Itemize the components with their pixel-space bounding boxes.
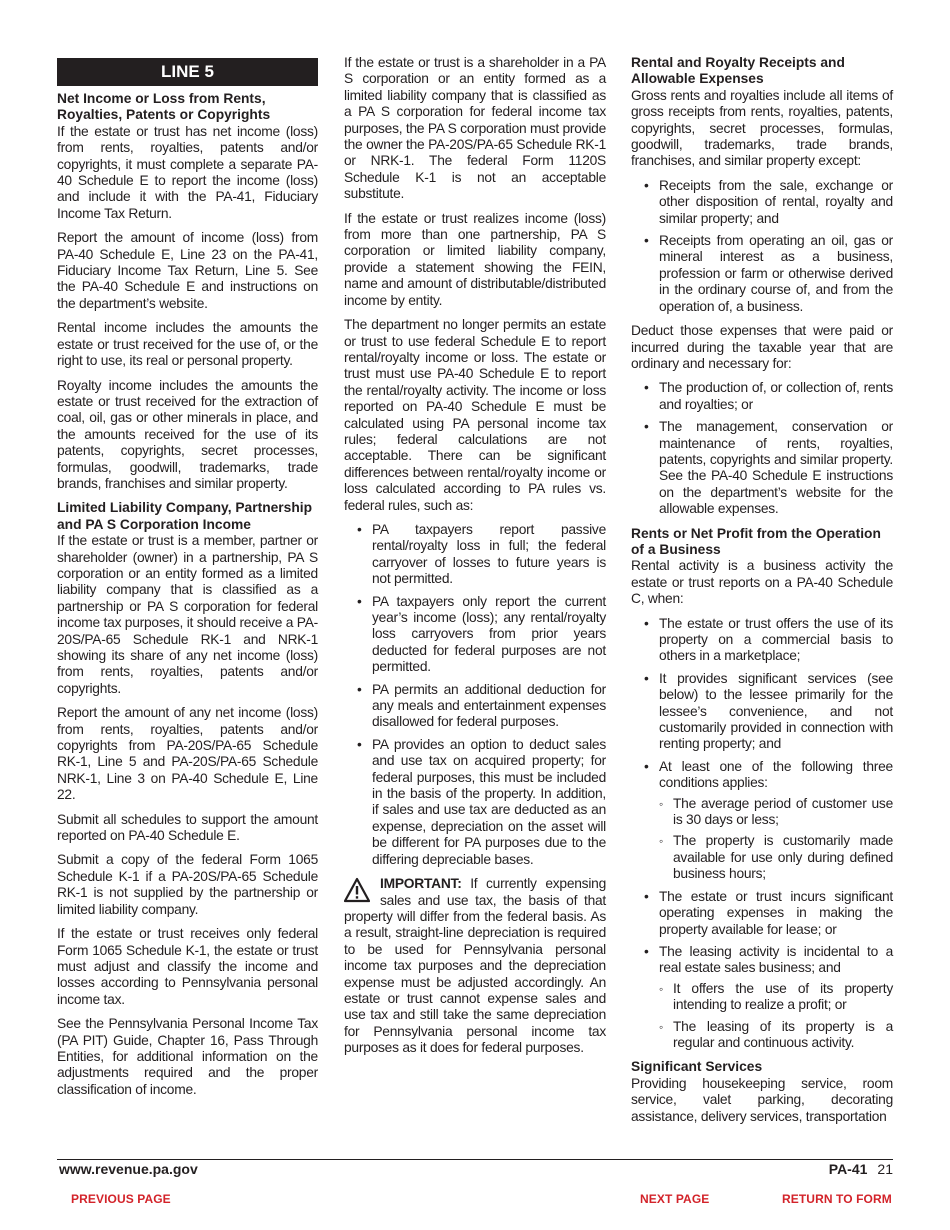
sub-list-item: ◦ The average period of customer use is 30 days or less;: [659, 796, 893, 829]
important-text: If currently expensing sales and use tax, the basis of that property will differ from the federal basis. As a result, straight-line depreciation is required to be used for Pennsylvania personal income tax purposes and the depreciation expense must be adjusted accordingly. An estate or trust cannot expense sales and use tax and still take the same depreciation for Pennsylvania personal income tax purposes as it does for federal purposes.: [344, 876, 606, 1056]
paragraph: The department no longer permits an estate or trust to use federal Schedule E to report rental/royalty income or loss. The estate or trust must use PA-40 Schedule E to report the rental/royalty activity. The income or loss reported on PA-40 Schedule E must be calculated using PA personal income tax rules; federal calculations are not acceptable. There can be significant differences between rental/royalty income or loss calculated according to PA rules vs. federal rules, such as:: [344, 317, 606, 513]
sub-conditions-list: [659, 796, 893, 883]
list-item: • PA provides an option to deduct sales and use tax on acquired property; for federal purposes, this must be included in the basis of the property. In addition, if sales and use tax are deducted as an expense, depreciation on the asset will be different for PA purposes due to the differing depreciable bases.: [344, 737, 606, 868]
paragraph: Gross rents and royalties include all items of gross receipts from rents, royalties, patents, copyrights, secret processes, formulas, goodwill, trademarks, trade brands, franchises, and similar property except:: [631, 87, 893, 169]
list-item: • The management, conservation or maintenance of rents, royalties, patents, copyrights and similar property. See the PA-40 Schedule E instructions on the department’s website for the allowable expenses.: [631, 419, 893, 517]
receipts-exceptions-list: [631, 178, 893, 315]
paragraph: Report the amount of any net income (loss) from rents, royalties, patents and/or copyrights from PA-20S/PA-65 Schedule RK-1, Line 5 and PA-20S/PA-65 Schedule NRK-1, Line 3 on PA-40 Schedule E, Line 22.: [57, 705, 318, 803]
paragraph: Report the amount of income (loss) from PA-40 Schedule E, Line 23 on the PA-41, Fiduciary Income Tax Return, Line 5. See the PA-40 Schedule E and instructions on the department’s website.: [57, 230, 318, 311]
form-number: PA-41: [828, 1161, 868, 1177]
list-item: • PA taxpayers report passive rental/royalty loss in full; the federal carryover of losses to future years is not permitted.: [344, 522, 606, 588]
paragraph: If the estate or trust is a member, partner or shareholder (owner) in a partnership, PA S corporation or an entity formed as a limited liability company that is classified as a partnership or PA S corporation for federal income tax purposes, it should receive a PA-20S/PA-65 Schedule RK-1 and NRK-1 showing its share of any net income (loss) from rents, royalties, patents and/or copyrights.: [57, 533, 318, 696]
list-item: • The estate or trust incurs significant operating expenses in making the property available for lease; or: [631, 889, 893, 938]
paragraph: Royalty income includes the amounts the estate or trust received for the extraction of coal, oil, gas or other minerals in place, and the amounts received for the use of its patents, copyrights, secret processes, formulas, goodwill, trademarks, trade brands, franchises and similar property.: [57, 377, 318, 491]
line-5-label: LINE 5: [57, 58, 318, 86]
paragraph: Rental income includes the amounts the estate or trust received for the use of, or the right to use, its real or personal property.: [57, 320, 318, 369]
page-number: 21: [877, 1161, 893, 1177]
schedule-c-conditions-list: [631, 616, 893, 1052]
sub-list-item: ◦ The property is customarily made available for use only during defined business hours;: [659, 833, 893, 882]
heading-rental-royalty-receipts: Rental and Royalty Receipts and Allowable Expenses: [631, 55, 845, 87]
paragraph: See the Pennsylvania Personal Income Tax (PA PIT) Guide, Chapter 16, Pass Through Entities, for additional information on the adjustments required and the proper classification of income.: [57, 1016, 318, 1097]
next-page-link[interactable]: NEXT PAGE: [640, 1192, 710, 1206]
paragraph: If the estate or trust realizes income (loss) from more than one partnership, PA S corporation or limited liability company, provide a statement showing the FEIN, name and amount of distributable/distributed income by entity.: [344, 210, 606, 308]
sub-conditions-list: [659, 981, 893, 1052]
list-item: • The estate or trust offers the use of its property on a commercial basis to others in a marketplace;: [631, 616, 893, 665]
return-to-form-link[interactable]: RETURN TO FORM: [782, 1192, 892, 1206]
warning-icon: [344, 877, 370, 903]
heading-net-income-rents: Net Income or Loss from Rents, Royalties, Patents or Copyrights: [57, 91, 271, 123]
list-item: • Receipts from operating an oil, gas or mineral interest as a business, profession or farm or otherwise derived in the ordinary course of, and from the operation of, a business.: [631, 233, 893, 315]
sub-list-item: ◦ The leasing of its property is a regular and continuous activity.: [659, 1019, 893, 1052]
paragraph: Rental activity is a business activity the estate or trust reports on a PA-40 Schedule C, when:: [631, 558, 893, 607]
footer-website: www.revenue.pa.gov: [59, 1161, 198, 1177]
list-item: • The leasing activity is incidental to a real estate sales business; and ◦ It offers the use of its property intending to realize a profit; or ◦ The leasing of its property is a regular and continuous activity.: [631, 944, 893, 1051]
important-label: IMPORTANT:: [380, 876, 462, 892]
paragraph: Deduct those expenses that were paid or incurred during the taxable year that are ordinary and necessary for:: [631, 323, 893, 371]
paragraph: Submit a copy of the federal Form 1065 Schedule K-1 if a PA-20S/PA-65 Schedule RK-1 is not supplied by the partnership or limited liability company.: [57, 852, 318, 917]
footer-page-info: [829, 1161, 893, 1177]
sub-list-item: ◦ It offers the use of its property intending to realize a profit; or: [659, 981, 893, 1014]
list-item: • PA taxpayers only report the current year’s income (loss); any rental/royalty loss carryovers from prior years deducted for federal purposes are not permitted.: [344, 594, 606, 676]
list-item: • At least one of the following three conditions applies: ◦ The average period of customer use is 30 days or less; ◦ The property is customarily made available for use only during defined business hours;: [631, 759, 893, 883]
pa-rules-list: [344, 522, 606, 868]
paragraph: If the estate or trust is a shareholder in a PA S corporation or an entity formed as a limited liability company that is classified as a PA S corporation for federal income tax purposes, the PA S corporation must provide the owner the PA-20S/PA-65 Schedule RK-1 or NRK-1. The federal Form 1120S Schedule K-1 is not an acceptable substitute.: [344, 55, 607, 202]
column-middle: [344, 55, 606, 1065]
list-item: • Receipts from the sale, exchange or other disposition of rental, royalty and similar property; and: [631, 178, 893, 227]
deductible-expenses-list: [631, 380, 893, 517]
list-item: • PA permits an additional deduction for any meals and entertainment expenses disallowed for federal purposes.: [344, 682, 606, 731]
column-right: [631, 55, 893, 1133]
column-left: [57, 55, 318, 1106]
paragraph: Providing housekeeping service, room service, valet parking, decorating assistance, delivery services, transportation: [631, 1075, 893, 1124]
list-item: • The production of, or collection of, rents and royalties; or: [631, 380, 893, 413]
heading-significant-services: Significant Services: [631, 1059, 763, 1075]
important-note: [344, 876, 606, 1056]
paragraph: If the estate or trust receives only federal Form 1065 Schedule K-1, the estate or trust must adjust and classify the income and losses according to Pennsylvania personal income tax.: [57, 926, 318, 1007]
paragraph: If the estate or trust has net income (loss) from rents, royalties, patents and/or copyrights, it must complete a separate PA-40 Schedule E to report the income (loss) and include it with the PA-41, Fiduciary Income Tax Return.: [57, 123, 318, 221]
previous-page-link[interactable]: PREVIOUS PAGE: [71, 1192, 171, 1206]
footer-divider: [57, 1159, 893, 1160]
paragraph: Submit all schedules to support the amount reported on PA-40 Schedule E.: [57, 811, 318, 844]
list-item: • It provides significant services (see below) to the lessee primarily for the lessee’s convenience, and not customarily provided in connection with renting property; and: [631, 671, 893, 753]
heading-llc-partnership-income: Limited Liability Company, Partnership and PA S Corporation Income: [57, 500, 313, 532]
heading-rents-net-profit: Rents or Net Profit from the Operation of a Business: [631, 525, 881, 557]
